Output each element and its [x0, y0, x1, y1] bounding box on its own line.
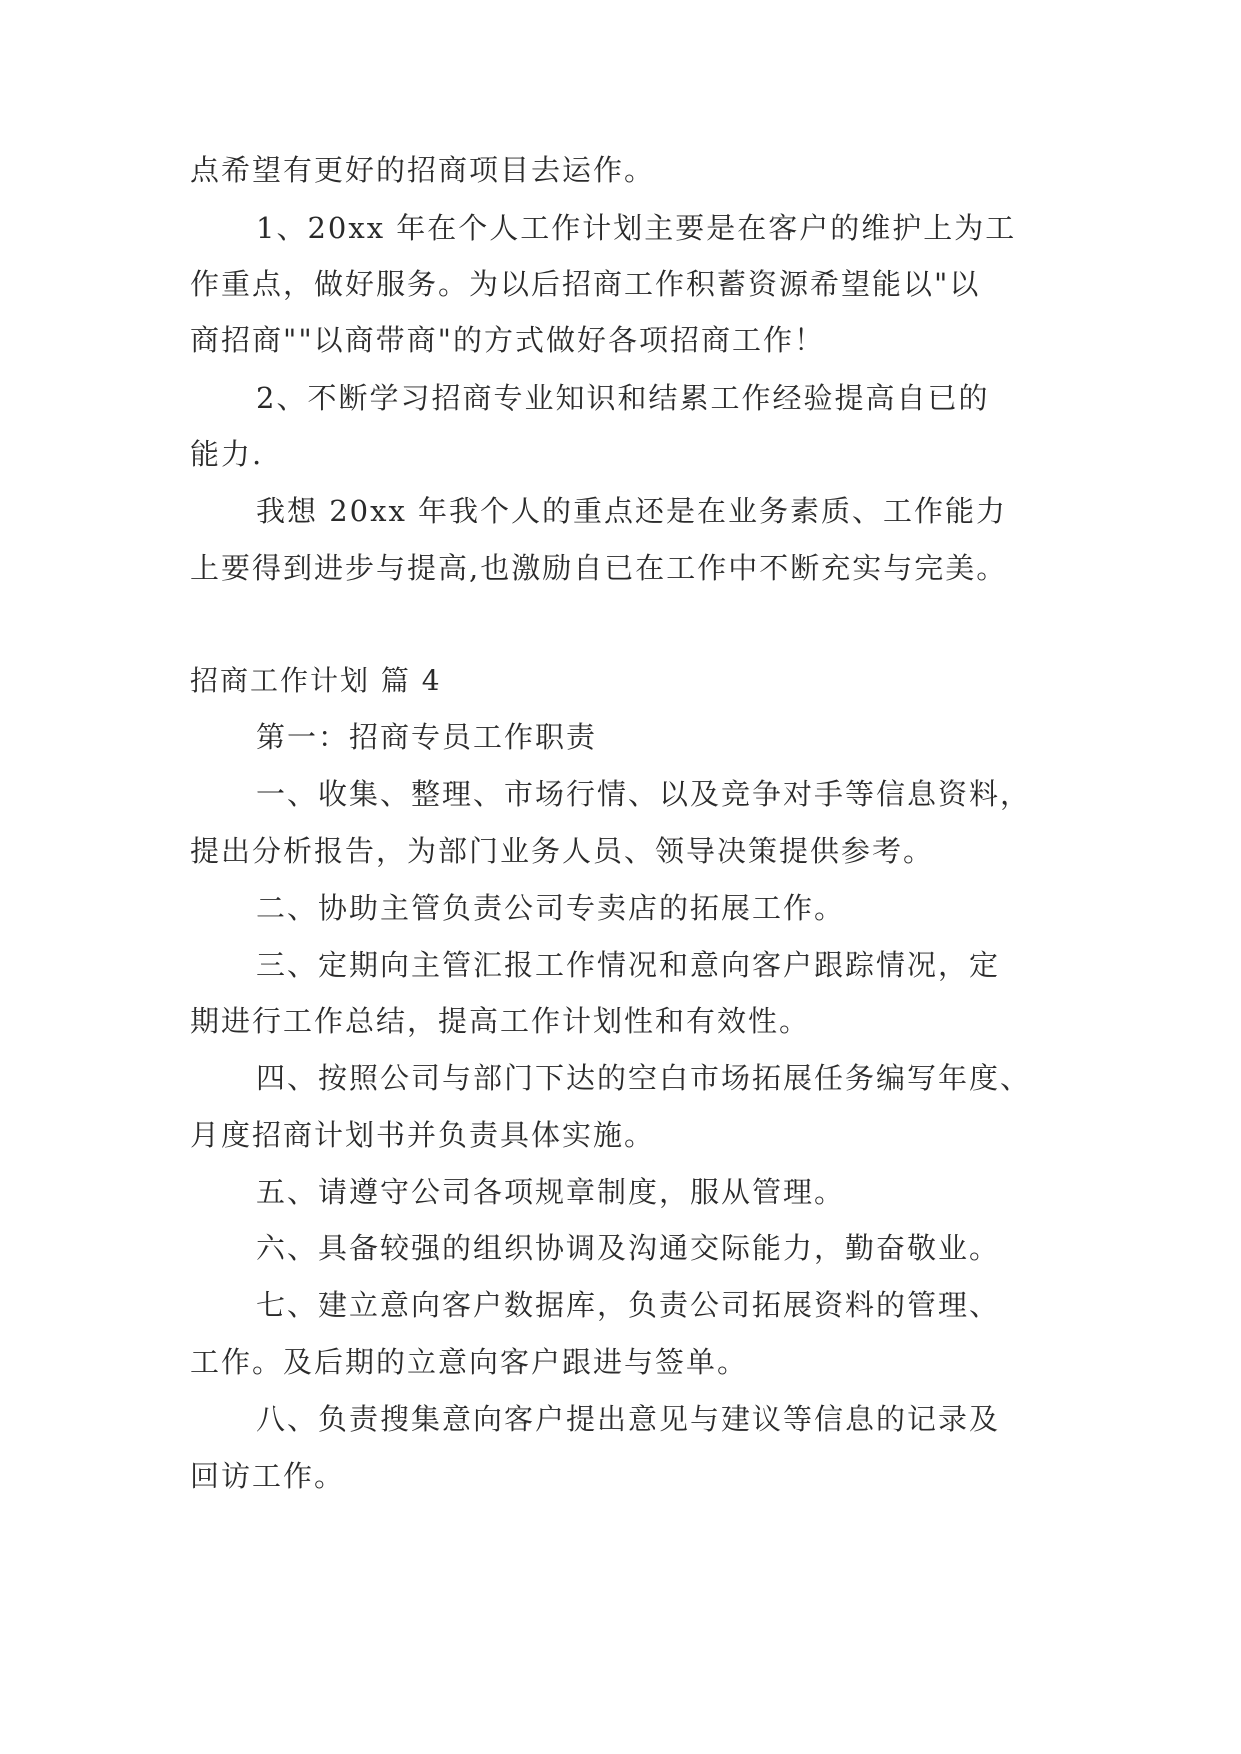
paragraph-line: 七、建立意向客户数据库，负责公司拓展资料的管理、: [256, 1288, 1001, 1322]
paragraph-line: 八、负责搜集意向客户提出意见与建议等信息的记录及: [256, 1402, 1001, 1436]
paragraph-line: 月度招商计划书并负责具体实施。: [190, 1118, 656, 1152]
subsection-heading: 第一：招商专员工作职责: [256, 720, 598, 754]
paragraph-line: 能力.: [190, 437, 264, 471]
paragraph-line: 我想 20xx 年我个人的重点还是在业务素质、工作能力: [256, 494, 1008, 528]
paragraph-line: 上要得到进步与提高,也激励自已在工作中不断充实与完美。: [190, 551, 1008, 585]
paragraph-line: 六、具备较强的组织协调及沟通交际能力，勤奋敬业。: [256, 1231, 1001, 1265]
paragraph-line: 商招商""以商带商"的方式做好各项招商工作！: [190, 323, 826, 357]
paragraph-line: 提出分析报告，为部门业务人员、领导决策提供参考。: [190, 834, 935, 868]
paragraph-line: 四、按照公司与部门下达的空白市场拓展任务编写年度、: [256, 1061, 1032, 1095]
section-heading: 招商工作计划 篇 4: [190, 664, 442, 697]
paragraph-line: 一、收集、整理、市场行情、以及竞争对手等信息资料，: [256, 777, 1032, 811]
paragraph-line: 作重点，做好服务。为以后招商工作积蓄资源希望能以"以: [190, 267, 981, 301]
paragraph-line: 三、定期向主管汇报工作情况和意向客户跟踪情况，定: [256, 948, 1001, 982]
paragraph-line: 2、不断学习招商专业知识和结累工作经验提高自已的: [256, 381, 990, 415]
paragraph-line: 回访工作。: [190, 1459, 346, 1493]
paragraph-line: 五、请遵守公司各项规章制度，服从管理。: [256, 1175, 846, 1209]
paragraph-line: 1、20xx 年在个人工作计划主要是在客户的维护上为工: [256, 211, 1017, 245]
paragraph-line: 期进行工作总结，提高工作计划性和有效性。: [190, 1004, 811, 1038]
paragraph-line: 二、协助主管负责公司专卖店的拓展工作。: [256, 891, 846, 925]
paragraph-line: 点希望有更好的招商项目去运作。: [190, 153, 656, 187]
paragraph-line: 工作。及后期的立意向客户跟进与签单。: [190, 1345, 749, 1379]
